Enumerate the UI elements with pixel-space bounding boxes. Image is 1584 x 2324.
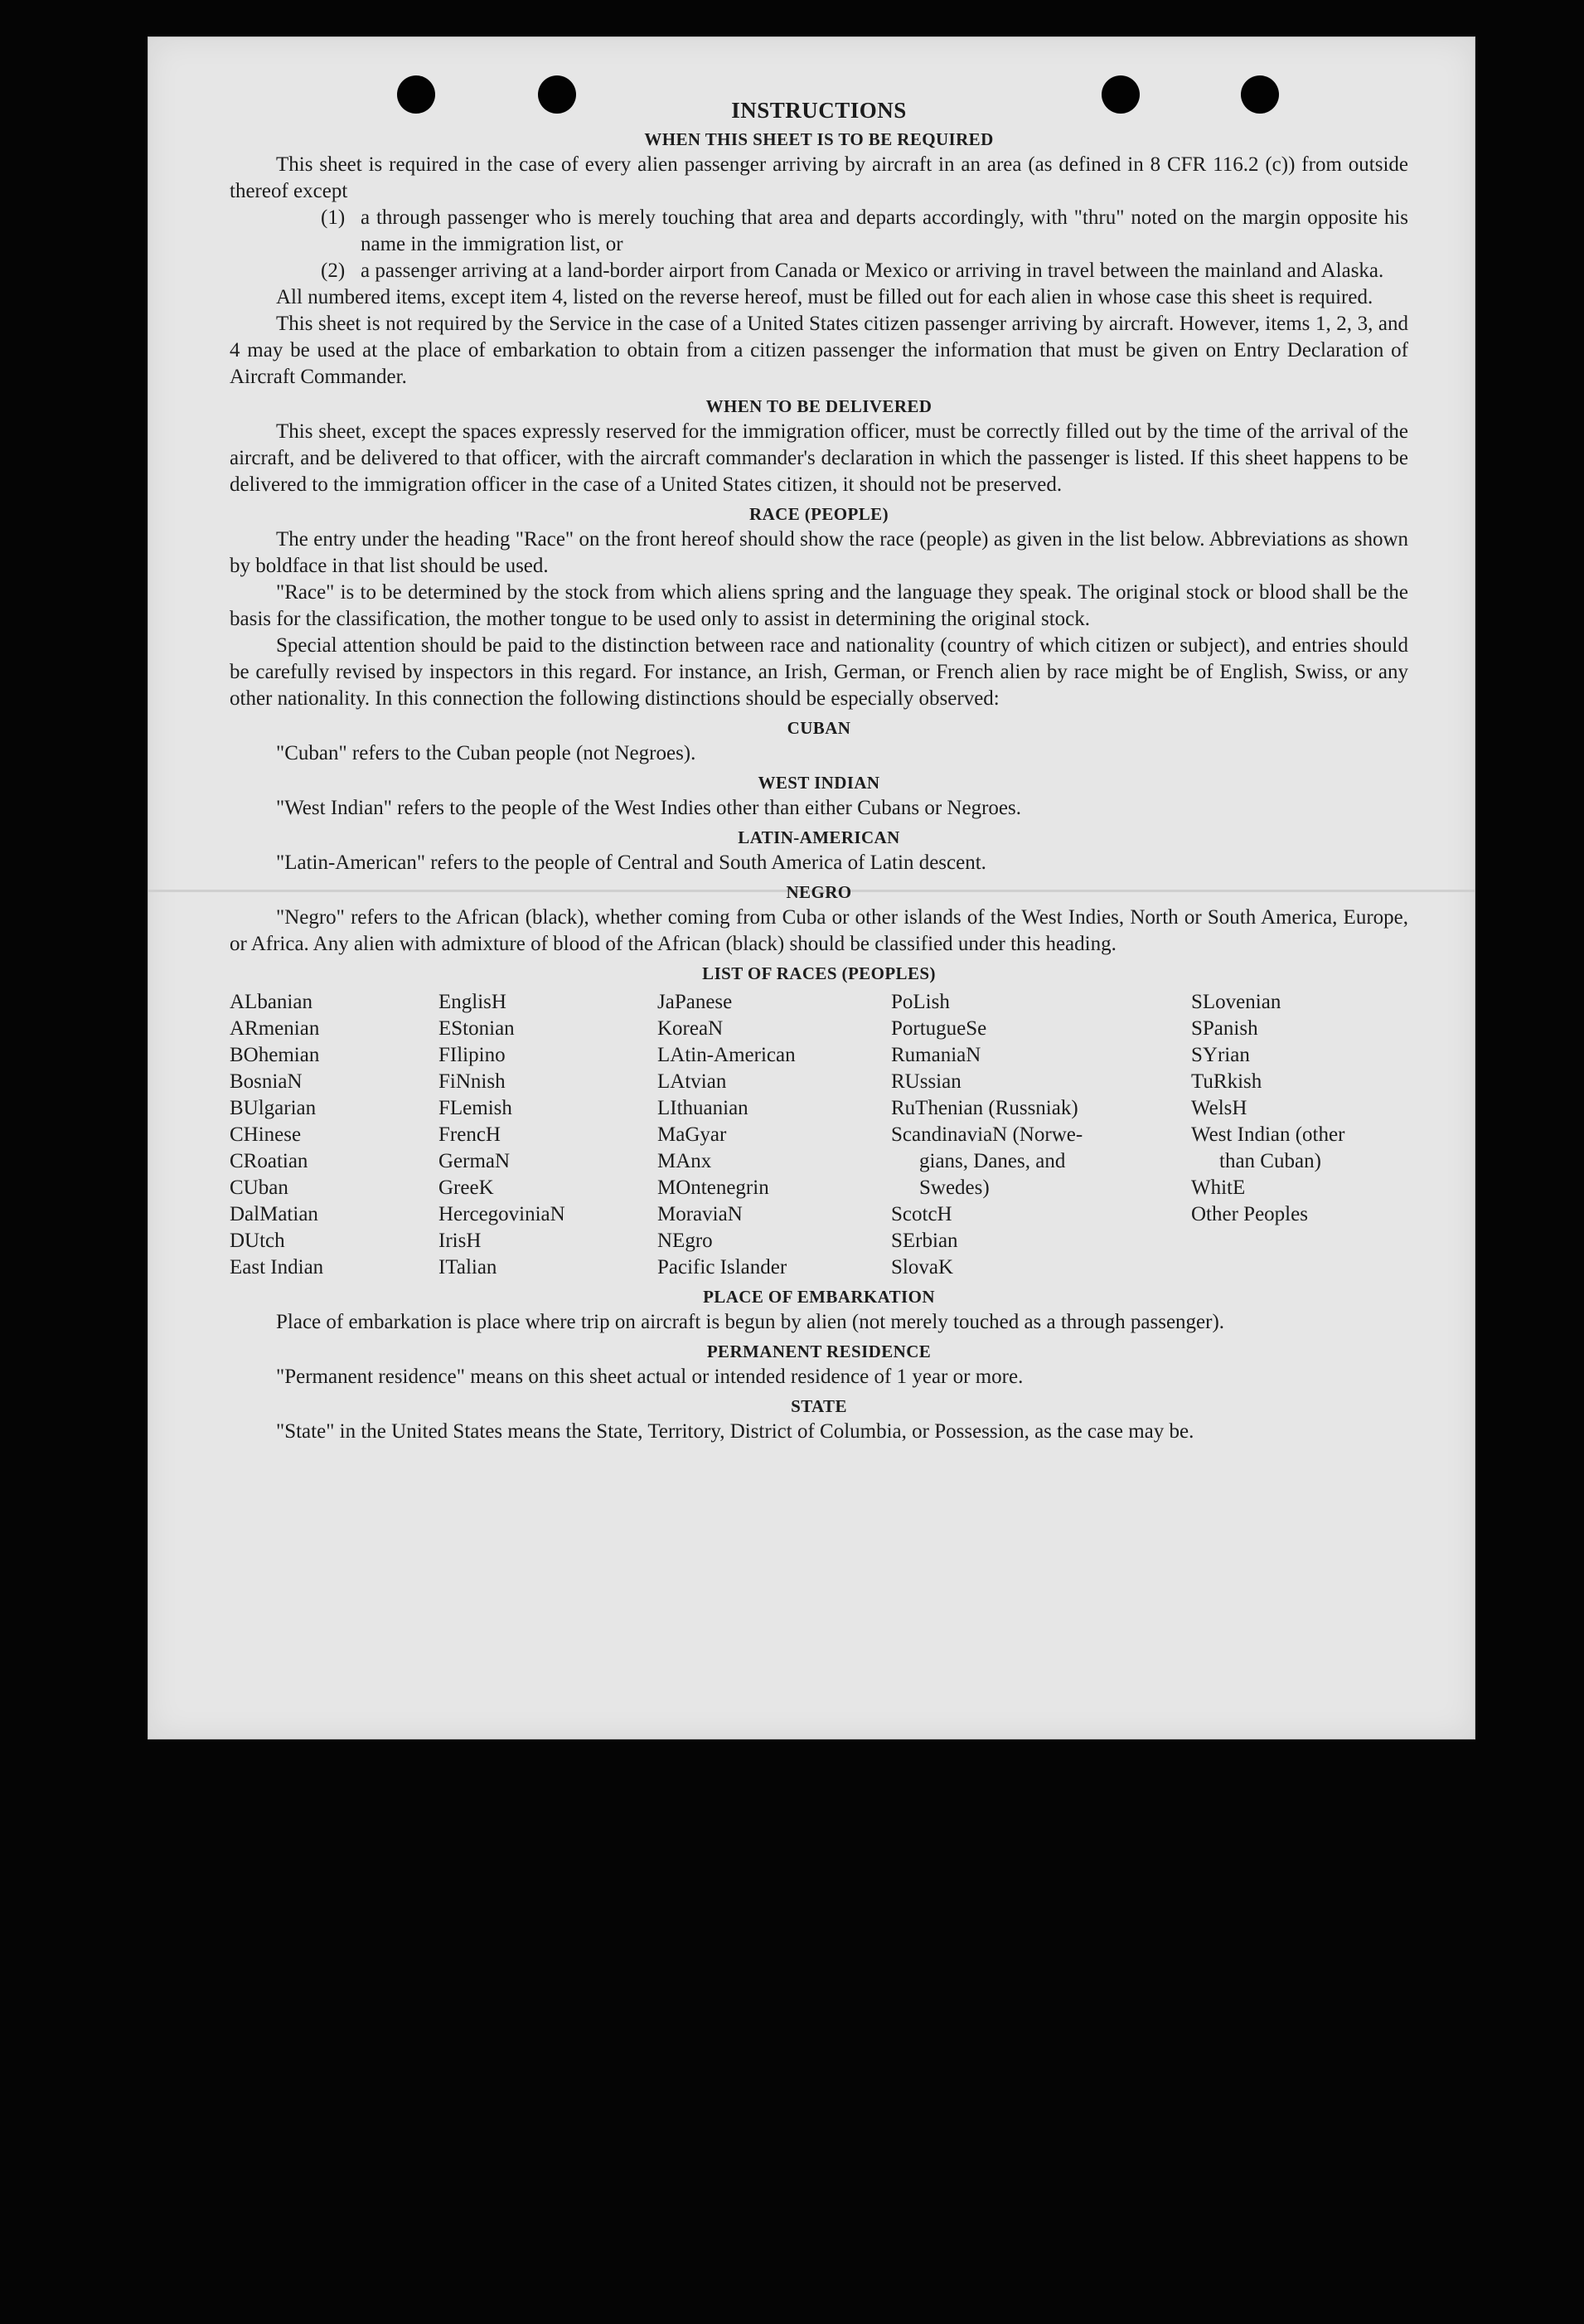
races-list [230,989,1408,1281]
page-title: INSTRUCTIONS [731,98,907,123]
race-entry: BOhemian [230,1044,320,1066]
paragraph: "Race" is to be determined by the stock from which aliens spring and the language they speak. The original stock or blood shall be the basis for the classification, the mother tongue to be used only to assist in determining the original stock. [230,581,1408,630]
race-entry: ScotcH [891,1203,952,1225]
race-entry: Pacific Islander [657,1256,787,1278]
races-column [438,989,657,1281]
paragraph: This sheet is not required by the Service in the case of a United States citizen passenger arriving by aircraft. However, items 1, 2, 3, and 4 may be used at the place of embarkation to obtain from a citizen passenger the information that must be given on Entry Declaration of Aircraft Commander. [230,313,1408,388]
paragraph: "Permanent residence" means on this sheet actual or intended residence of 1 year or more. [276,1366,1024,1388]
paragraph: Place of embarkation is place where trip on aircraft is begun by alien (not merely touched as a through passenger). [276,1311,1225,1333]
race-entry: LAtin-American [657,1044,796,1066]
heading-negro: NEGRO [786,882,852,902]
heading-latin-american: LATIN-AMERICAN [738,827,900,847]
list-item [321,258,1408,284]
paragraph: "Latin-American" refers to the people of Central and South America of Latin descent. [276,851,986,874]
races-column [657,989,891,1281]
race-entry: Other Peoples [1191,1203,1308,1225]
race-entry: EStonian [438,1017,515,1040]
race-entry: CHinese [230,1123,302,1146]
paragraph: Special attention should be paid to the distinction between race and nationality (country of which citizen or subject), and entries should be carefully revised by inspectors in this regard. For instance, an Irish, German, or French alien by race might be of English, Swiss, or any other nationality. In this connection the following distinctions should be especially observed: [230,634,1408,710]
races-column [891,989,1191,1281]
item-text: a through passenger who is merely touching that area and departs accordingly, with "thru" noted on the margin opposite his name in the immigration list, or [361,206,1408,255]
race-entry: TuRkish [1191,1070,1262,1093]
races-column [1191,989,1408,1281]
race-entry: FiNnish [438,1070,506,1093]
race-entry: PortugueSe [891,1017,987,1040]
race-entry: PoLish [891,991,950,1013]
race-entry: WhitE [1191,1177,1246,1199]
race-entry: NEgro [657,1230,713,1252]
race-entry: KoreaN [657,1017,724,1040]
race-entry: SYrian [1191,1044,1250,1066]
race-entry: BUlgarian [230,1097,317,1119]
race-entry: GermaN [438,1150,511,1172]
race-entry: RUssian [891,1070,962,1093]
heading-west-indian: WEST INDIAN [758,773,880,793]
paragraph: "Negro" refers to the African (black), whether coming from Cuba or other islands of the West Indies, North or South America, Europe, or Africa. Any alien with admixture of blood of the African (black) should be classified under this heading. [230,906,1408,955]
race-entry: WelsH [1191,1097,1247,1119]
heading-list-of-races: LIST OF RACES (PEOPLES) [702,963,936,983]
heading-state: STATE [791,1396,847,1416]
race-entry: West Indian (other [1191,1123,1345,1146]
race-entry: than Cuban) [1219,1150,1321,1172]
item-text: a passenger arriving at a land-border airport from Canada or Mexico or arriving in travel between the mainland and Alaska. [361,260,1384,282]
paragraph: "Cuban" refers to the Cuban people (not Negroes). [276,742,696,764]
race-entry: RuThenian (Russniak) [891,1097,1078,1119]
race-entry: SlovaK [891,1256,953,1278]
race-entry: CUban [230,1177,288,1199]
heading-when-delivered: WHEN TO BE DELIVERED [705,396,932,416]
race-entry: JaPanese [657,991,733,1013]
heading-when-required: WHEN THIS SHEET IS TO BE REQUIRED [644,129,994,149]
race-entry: DalMatian [230,1203,318,1225]
race-entry: MaGyar [657,1123,727,1146]
race-entry: CRoatian [230,1150,308,1172]
document-sheet [148,36,1475,1739]
race-entry: EnglisH [438,991,506,1013]
paragraph: "West Indian" refers to the people of the West Indies other than either Cubans or Negroes. [276,797,1021,819]
heading-permanent-residence: PERMANENT RESIDENCE [706,1342,932,1361]
race-entry: ITalian [438,1256,497,1278]
race-entry: MOntenegrin [657,1177,769,1199]
race-entry: East Indian [230,1256,324,1278]
heading-race: RACE (PEOPLE) [749,504,889,524]
race-entry: ScandinaviaN (Norwe- [891,1123,1083,1146]
paragraph: The entry under the heading "Race" on the front hereof should show the race (people) as given in the list below. Abbreviations as shown by boldface in that list should be used. [230,528,1408,577]
heading-cuban: CUBAN [787,718,851,738]
race-entry: SLovenian [1191,991,1281,1013]
race-entry: ARmenian [230,1017,320,1040]
heading-place-of-embarkation: PLACE OF EMBARKATION [703,1287,935,1307]
races-column [230,989,438,1281]
race-entry: GreeK [438,1177,494,1199]
race-entry: FLemish [438,1097,512,1119]
race-entry: SErbian [891,1230,958,1252]
race-entry: MAnx [657,1150,712,1172]
race-entry: IrisH [438,1230,482,1252]
race-entry: DUtch [230,1230,285,1252]
list-item [321,205,1408,258]
paragraph: This sheet is required in the case of every alien passenger arriving by aircraft in an area (as defined in 8 CFR 116.2 (c)) from outside thereof except [230,153,1408,202]
race-entry: BosniaN [230,1070,303,1093]
paragraph: This sheet, except the spaces expressly reserved for the immigration officer, must be correctly filled out by the time of the arrival of the aircraft, and be delivered to that officer, with the aircraft commander's declaration in which the passenger is listed. If this sheet happens to be delivered to the immigration officer in the case of a United States citizen, it should not be preserved. [230,420,1408,496]
race-entry: MoraviaN [657,1203,743,1225]
paragraph: "State" in the United States means the State, Territory, District of Columbia, or Possession, as the case may be. [276,1420,1194,1443]
item-number: (1) [321,206,346,229]
race-entry: LAtvian [657,1070,727,1093]
race-entry: ALbanian [230,991,312,1013]
race-entry: RumaniaN [891,1044,981,1066]
item-number: (2) [321,260,346,282]
paragraph: All numbered items, except item 4, listed on the reverse hereof, must be filled out for each alien in whose case this sheet is required. [276,286,1373,308]
race-entry: gians, Danes, and [919,1150,1066,1172]
race-entry: SPanish [1191,1017,1258,1040]
race-entry: FIlipino [438,1044,506,1066]
instructions-content [230,97,1408,1445]
race-entry: HercegoviniaN [438,1203,565,1225]
race-entry: FrencH [438,1123,501,1146]
race-entry: LIthuanian [657,1097,748,1119]
race-entry: Swedes) [919,1177,990,1199]
